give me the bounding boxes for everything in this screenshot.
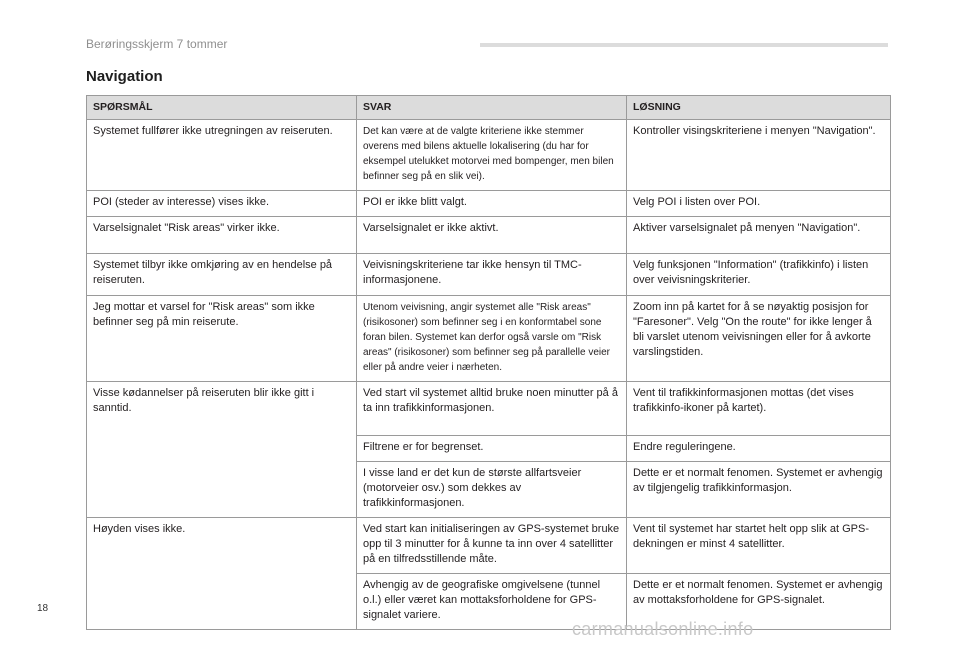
solution-cell: Velg POI i listen over POI. — [627, 191, 891, 217]
page-number: 18 — [37, 603, 49, 614]
answer-cell: Ved start vil systemet alltid bruke noen minutter på å ta inn trafikkinformasjonen. — [357, 382, 627, 436]
solution-cell: Vent til systemet har startet helt opp slik at GPS-dekningen er minst 4 satellitter. — [627, 518, 891, 574]
answer-cell: Avhengig av de geografiske omgivelsene (tunnel o.l.) eller været kan mottaksforholdene for GPS-signalet variere. — [357, 574, 627, 630]
answer-cell: Utenom veivisning, angir systemet alle "Risk areas" (risikosoner) som befinner seg i en konformtabel sone foran bilen. Systemet kan derfor også varsle om "Risk areas" (risikosoner) som befinner seg på parallelle veier eller på andre veier i nærheten. — [357, 296, 627, 382]
watermark: carmanualsonline.info — [572, 619, 754, 639]
table-row — [87, 120, 891, 191]
answer-cell: Varselsignalet er ikke aktivt. — [357, 217, 627, 254]
question-cell: Varselsignalet "Risk areas" virker ikke. — [87, 217, 357, 254]
answer-cell: Veivisningskriteriene tar ikke hensyn til TMC-informasjonene. — [357, 254, 627, 296]
column-header-answer: SVAR — [357, 96, 627, 120]
header-divider-bar — [480, 43, 888, 47]
question-cell: Systemet fullfører ikke utregningen av reiseruten. — [87, 120, 357, 191]
question-cell: Systemet tilbyr ikke omkjøring av en hendelse på reiseruten. — [87, 254, 357, 296]
table-header-row — [87, 96, 891, 120]
solution-cell: Dette er et normalt fenomen. Systemet er avhengig av mottaksforholdene for GPS-signalet. — [627, 574, 891, 630]
table-row — [87, 254, 891, 296]
question-cell: Høyden vises ikke. — [87, 518, 357, 630]
solution-cell: Kontroller visingskriteriene i menyen "Navigation". — [627, 120, 891, 191]
answer-cell: Filtrene er for begrenset. — [357, 436, 627, 462]
answer-cell: Det kan være at de valgte kriteriene ikke stemmer overens med bilens aktuelle lokalisering (du har for eksempel utelukket motorvei med bompenger, men bilen befinner seg på en slik vei). — [357, 120, 627, 191]
solution-cell: Endre reguleringene. — [627, 436, 891, 462]
solution-cell: Vent til trafikkinformasjonen mottas (det vises trafikkinfo-ikoner på kartet). — [627, 382, 891, 436]
answer-cell: I visse land er det kun de største allfartsveier (motorveier osv.) som dekkes av trafikkinformasjonen. — [357, 462, 627, 518]
troubleshooting-table — [86, 95, 891, 630]
table-row — [87, 191, 891, 217]
table-row — [87, 296, 891, 382]
section-title: Navigation — [86, 68, 163, 85]
solution-cell: Velg funksjonen "Information" (trafikkinfo) i listen over veivisningskriterier. — [627, 254, 891, 296]
column-header-question: SPØRSMÅL — [87, 96, 357, 120]
solution-cell: Aktiver varselsignalet på menyen "Navigation". — [627, 217, 891, 254]
question-cell: Visse kødannelser på reiseruten blir ikke gitt i sanntid. — [87, 382, 357, 518]
table-row — [87, 382, 891, 436]
table-row — [87, 217, 891, 254]
table-row — [87, 518, 891, 574]
answer-cell: Ved start kan initialiseringen av GPS-systemet bruke opp til 3 minutter for å kunne ta inn over 4 satellitter på en tilfredsstillende måte. — [357, 518, 627, 574]
solution-cell: Dette er et normalt fenomen. Systemet er avhengig av tilgjengelig trafikkinformasjon. — [627, 462, 891, 518]
column-header-solution: LØSNING — [627, 96, 891, 120]
solution-cell: Zoom inn på kartet for å se nøyaktig posisjon for "Faresoner". Velg "On the route" for ikke lenger å bli varslet utenom veivisningen eller for å avkorte varslingstiden. — [627, 296, 891, 382]
running-header: Berøringsskjerm 7 tommer — [86, 37, 228, 51]
question-cell: POI (steder av interesse) vises ikke. — [87, 191, 357, 217]
answer-cell: POI er ikke blitt valgt. — [357, 191, 627, 217]
question-cell: Jeg mottar et varsel for "Risk areas" som ikke befinner seg på min reiserute. — [87, 296, 357, 382]
